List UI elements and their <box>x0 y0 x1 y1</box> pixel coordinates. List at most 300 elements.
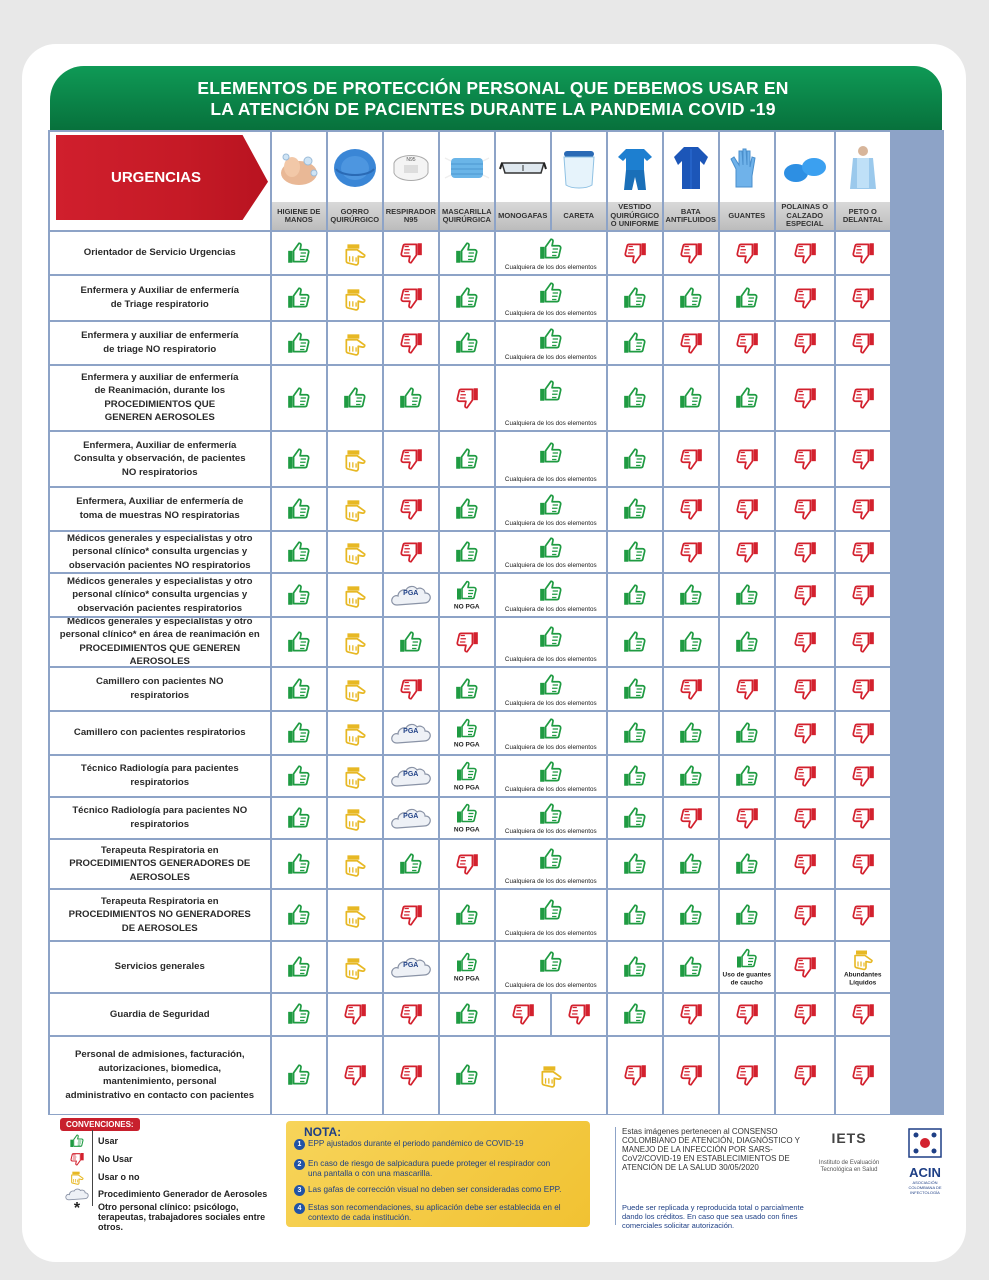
span-note: Cualquiera de los dos elementos <box>504 656 597 663</box>
thumbs-down-icon <box>398 539 424 565</box>
merged-cell <box>496 840 607 889</box>
thumbs-sideways-icon <box>342 902 368 928</box>
thumbs-down-icon <box>734 496 760 522</box>
thumbs-sideways-icon <box>342 805 368 831</box>
row-label-line: PROCEDIMIENTOS NO GENERADORES <box>68 909 251 920</box>
row-label-line: Enfermera y auxiliar de enfermería <box>81 371 239 383</box>
thumbs-down-icon <box>342 1062 368 1088</box>
table-cell <box>836 366 891 431</box>
goggles-icon <box>496 132 551 204</box>
acin-logo <box>900 1128 950 1195</box>
table-cell <box>608 756 663 797</box>
thumbs-up-icon <box>286 1062 312 1088</box>
thumbs-up-icon <box>538 578 564 604</box>
row-label-line: Orientador de Servicio Urgencias <box>83 247 236 258</box>
table-cell <box>608 668 663 711</box>
table-cell <box>720 668 775 711</box>
thumbs-down-icon <box>792 720 818 746</box>
table-cell <box>664 432 719 487</box>
table-cell <box>328 618 383 667</box>
thumbs-down-icon <box>454 851 480 877</box>
row-label-line: PROCEDIMIENTOS GENERADORES DE <box>69 858 251 869</box>
row-label <box>50 840 271 889</box>
thumbs-up-icon <box>286 629 312 655</box>
legend-no-usar-label: No Usar <box>98 1154 133 1164</box>
table-cell <box>720 840 775 889</box>
thumbs-up-icon <box>398 851 424 877</box>
table-cell <box>776 532 835 573</box>
thumbs-down-icon <box>454 629 480 655</box>
table-cell <box>776 756 835 797</box>
table-cell <box>664 574 719 617</box>
table-cell <box>836 798 891 839</box>
thumbs-sideways-icon <box>538 1062 564 1088</box>
table-cell <box>272 756 327 797</box>
thumbs-up-icon <box>622 676 648 702</box>
thumbs-sideways-icon <box>342 763 368 789</box>
thumbs-up-icon <box>454 240 480 266</box>
column-header <box>496 132 551 231</box>
legend-usar-o-no-label: Usar o no <box>98 1172 140 1182</box>
table-cell <box>776 840 835 889</box>
thumbs-up-icon <box>286 676 312 702</box>
table-cell <box>664 756 719 797</box>
cell-note: NO PGA <box>453 784 480 792</box>
table-cell <box>272 322 327 365</box>
table-cell <box>440 712 495 755</box>
table-cell <box>664 322 719 365</box>
merged-cell <box>496 276 607 321</box>
thumbs-up-icon <box>286 954 312 980</box>
thumbs-up-icon <box>538 846 564 872</box>
table-cell <box>836 1037 891 1115</box>
table-cell <box>836 488 891 531</box>
thumbs-up-icon <box>342 385 368 411</box>
row-label-line: de Triage respiratorio <box>110 298 209 310</box>
table-cell <box>776 798 835 839</box>
table-cell <box>664 366 719 431</box>
table-cell <box>664 890 719 941</box>
table-cell <box>272 232 327 275</box>
thumbs-down-icon <box>678 676 704 702</box>
row-label <box>50 942 271 993</box>
nota-item-1: 1 EPP ajustados durante el periodo pandémico de COVID-19 <box>294 1139 584 1150</box>
merged-cell <box>496 1037 607 1115</box>
thumbs-down-icon <box>342 1001 368 1027</box>
table-cell <box>440 488 495 531</box>
thumbs-down-icon <box>398 1062 424 1088</box>
table-cell <box>720 366 775 431</box>
thumbs-up-icon <box>286 1001 312 1027</box>
thumbs-up-icon <box>286 805 312 831</box>
table-cell <box>384 756 439 797</box>
thumbs-up-icon <box>538 440 564 466</box>
thumbs-sideways-icon <box>342 240 368 266</box>
table-cell <box>608 488 663 531</box>
table-cell <box>776 668 835 711</box>
table-cell <box>384 532 439 573</box>
table-cell <box>720 890 775 941</box>
thumbs-down-icon <box>850 1001 876 1027</box>
table-cell <box>384 798 439 839</box>
thumbs-down-icon <box>734 805 760 831</box>
thumbs-up-icon <box>286 330 312 356</box>
row-label-line: toma de muestras NO respiratorias <box>79 509 240 521</box>
column-header-label: POLAINAS O CALZADO ESPECIAL <box>776 202 835 230</box>
thumbs-down-icon <box>792 385 818 411</box>
table-cell <box>496 994 551 1036</box>
thumbs-up-icon <box>286 582 312 608</box>
table-cell <box>384 840 439 889</box>
table-cell <box>440 942 495 993</box>
thumbs-up-icon <box>622 720 648 746</box>
thumbs-down-icon <box>850 539 876 565</box>
row-label-line: Guardia de Seguridad <box>109 1008 210 1020</box>
poster-title <box>90 78 896 120</box>
table-cell <box>608 890 663 941</box>
title-line-1: ELEMENTOS DE PROTECCIÓN PERSONAL QUE DEBEMOS USAR EN <box>197 78 789 98</box>
thumbs-sideways-icon <box>342 954 368 980</box>
table-cell <box>272 574 327 617</box>
legend-pga-label: Procedimiento Generador de Aerosoles <box>98 1189 268 1199</box>
cell-note: NO PGA <box>453 741 480 749</box>
row-label <box>50 488 271 531</box>
row-label <box>50 994 271 1036</box>
merged-cell <box>496 574 607 617</box>
span-note: Cualquiera de los dos elementos <box>504 310 597 317</box>
thumbs-up-icon <box>454 676 480 702</box>
table-cell <box>720 712 775 755</box>
table-cell <box>836 322 891 365</box>
table-cell <box>384 432 439 487</box>
thumbs-down-icon <box>398 902 424 928</box>
column-header-label: MASCARILLA QUIRÚRGICA <box>440 202 495 230</box>
table-cell <box>608 942 663 993</box>
thumbs-down-icon <box>734 330 760 356</box>
column-header <box>440 132 495 231</box>
thumbs-down-icon <box>678 240 704 266</box>
thumbs-up-icon <box>440 578 494 611</box>
table-cell <box>328 756 383 797</box>
thumbs-down-icon <box>792 763 818 789</box>
table-cell <box>272 366 327 431</box>
table-cell <box>384 574 439 617</box>
table-cell <box>776 994 835 1036</box>
column-header <box>384 132 439 231</box>
merged-cell <box>496 942 607 993</box>
thumbs-up-icon <box>734 629 760 655</box>
legend-otro-label: Otro personal clínico: psicólogo, terapeutas, trabajadores sociales entre otros. <box>98 1202 266 1232</box>
thumbs-up-icon <box>734 720 760 746</box>
thumbs-down-icon <box>850 496 876 522</box>
shoe-covers-icon <box>776 132 835 204</box>
table-cell <box>836 574 891 617</box>
table-cell <box>440 618 495 667</box>
table-cell <box>328 532 383 573</box>
thumbs-down-icon <box>850 763 876 789</box>
row-label-line: Camillero con pacientes respiratorios <box>73 727 246 738</box>
n95-respirator-icon <box>384 132 439 204</box>
table-cell <box>608 432 663 487</box>
merged-cell <box>496 712 607 755</box>
iets-logo <box>806 1130 892 1174</box>
thumbs-up-icon <box>538 535 564 561</box>
thumbs-up-icon <box>678 385 704 411</box>
row-label-line: Técnico Radiología para pacientes NO <box>72 805 248 817</box>
thumbs-up-icon <box>678 763 704 789</box>
thumbs-up-icon <box>734 582 760 608</box>
thumbs-up-icon <box>622 285 648 311</box>
row-label-line: personal clínico* consulta urgencias y <box>72 589 248 600</box>
column-header-label: GUANTES <box>720 202 775 230</box>
iets-name: Instituto de Evaluación Tecnológica en Salud <box>818 1160 880 1173</box>
row-label-line: personal clínico* en área de reanimación en <box>59 629 260 641</box>
row-label <box>50 712 271 755</box>
thumbs-sideways-icon <box>342 676 368 702</box>
column-header <box>836 132 891 231</box>
thumbs-down-icon <box>792 285 818 311</box>
acin-logo-text: ACIN <box>909 1165 941 1180</box>
row-label <box>50 668 271 711</box>
scrubs-icon <box>608 132 663 204</box>
thumbs-up-icon <box>734 763 760 789</box>
legend <box>48 1118 280 1230</box>
thumbs-up-icon <box>678 902 704 928</box>
table-cell <box>384 994 439 1036</box>
column-header <box>328 132 383 231</box>
table-cell <box>776 1037 835 1115</box>
table-cell <box>720 532 775 573</box>
span-note: Cualquiera de los dos elementos <box>504 476 597 483</box>
table-cell <box>328 840 383 889</box>
thumbs-down-icon <box>734 240 760 266</box>
table-cell <box>328 1037 383 1115</box>
table-cell <box>440 890 495 941</box>
thumbs-up-icon <box>440 716 494 749</box>
span-note: Cualquiera de los dos elementos <box>504 264 597 271</box>
table-cell <box>608 994 663 1036</box>
row-label <box>50 322 271 365</box>
table-cell <box>328 276 383 321</box>
table-cell <box>608 532 663 573</box>
table-cell <box>720 942 775 993</box>
table-cell <box>384 276 439 321</box>
column-header <box>272 132 327 231</box>
pga-cloud-icon: PGA <box>389 764 433 788</box>
table-cell <box>440 432 495 487</box>
thumbs-down-icon <box>850 240 876 266</box>
nota-title: NOTA: <box>304 1125 342 1139</box>
row-label-line: AEROSOLES <box>129 871 190 883</box>
merged-cell <box>496 668 607 711</box>
pga-cloud-icon: PGA <box>389 721 433 745</box>
gown-icon <box>664 132 719 204</box>
span-note: Cualquiera de los dos elementos <box>504 828 597 835</box>
thumbs-down-icon <box>510 1001 536 1027</box>
table-cell <box>836 432 891 487</box>
iets-logo-text: IETS <box>831 1130 867 1146</box>
thumbs-up-icon <box>538 378 564 404</box>
thumbs-up-icon <box>538 326 564 352</box>
thumbs-up-icon <box>286 446 312 472</box>
surgical-cap-icon <box>328 132 383 204</box>
merged-cell <box>496 798 607 839</box>
row-label-line: Médicos generales y especialistas y otro <box>66 617 253 627</box>
thumbs-down-icon <box>792 676 818 702</box>
column-header-label: VESTIDO QUIRÚRGICO O UNIFORME <box>608 202 663 230</box>
thumbs-down-icon <box>850 851 876 877</box>
row-label-line: mantenimiento, personal <box>102 1076 217 1088</box>
row-label-line: administrativo en contacto con pacientes <box>65 1089 255 1101</box>
column-header <box>608 132 663 231</box>
thumbs-down-icon <box>792 582 818 608</box>
thumbs-down-icon <box>792 902 818 928</box>
thumbs-up-icon <box>622 330 648 356</box>
table-cell <box>440 1037 495 1115</box>
thumbs-up-icon <box>678 582 704 608</box>
cell-note: NO PGA <box>453 975 480 983</box>
legend-usar-o-no <box>62 1169 140 1185</box>
span-note: Cualquiera de los dos elementos <box>504 606 597 613</box>
column-header-label: CARETA <box>552 202 607 230</box>
row-label-line: de Reanimación, durante los <box>94 385 226 397</box>
table-cell <box>664 712 719 755</box>
table-cell <box>384 618 439 667</box>
thumbs-up-icon <box>734 902 760 928</box>
section-header <box>48 130 273 230</box>
column-header <box>776 132 835 231</box>
thumbs-down-icon <box>398 330 424 356</box>
thumbs-up-icon <box>622 763 648 789</box>
table-cell <box>384 322 439 365</box>
thumbs-down-icon <box>792 539 818 565</box>
pga-cloud-icon: PGA <box>389 806 433 830</box>
thumbs-up-icon <box>286 285 312 311</box>
column-header-label: GORRO QUIRÚRGICO <box>328 202 383 230</box>
thumbs-up-icon <box>538 624 564 650</box>
table-cell <box>664 618 719 667</box>
thumbs-down-icon <box>792 330 818 356</box>
thumbs-down-icon <box>850 805 876 831</box>
thumbs-up-icon <box>454 1001 480 1027</box>
table-cell <box>836 668 891 711</box>
table-cell <box>272 890 327 941</box>
table-cell <box>440 532 495 573</box>
span-note: Cualquiera de los dos elementos <box>504 786 597 793</box>
thumbs-down-icon <box>792 240 818 266</box>
table-cell <box>720 756 775 797</box>
thumbs-down-icon <box>850 902 876 928</box>
table-cell <box>608 1037 663 1115</box>
merged-cell <box>496 532 607 573</box>
thumbs-down-icon <box>850 720 876 746</box>
table-cell <box>664 942 719 993</box>
thumbs-up-icon <box>622 954 648 980</box>
thumbs-up-icon <box>286 902 312 928</box>
thumbs-down-icon <box>398 446 424 472</box>
merged-cell <box>496 890 607 941</box>
row-label-line: Médicos generales y especialistas y otro <box>66 532 253 544</box>
thumbs-down-icon <box>678 805 704 831</box>
thumbs-down-icon <box>62 1151 92 1167</box>
table-cell <box>272 1037 327 1115</box>
thumbs-sideways-icon <box>342 582 368 608</box>
nota-item-3: 3 Las gafas de corrección visual no deben ser consideradas como EPP. <box>294 1185 584 1196</box>
thumbs-down-icon <box>398 285 424 311</box>
thumbs-up-icon <box>538 949 564 975</box>
nota-item-2: 2 En caso de riesgo de salpicadura puede proteger el respirador con una pantalla o con una mascarilla. <box>294 1159 564 1178</box>
table-cell <box>836 942 891 993</box>
thumbs-up-icon <box>286 385 312 411</box>
table-cell <box>720 232 775 275</box>
table-cell <box>384 942 439 993</box>
thumbs-down-icon <box>850 285 876 311</box>
table-cell <box>776 618 835 667</box>
table-cell <box>384 712 439 755</box>
thumbs-up-icon <box>454 496 480 522</box>
table-cell <box>328 232 383 275</box>
row-label-line: Enfermera, Auxiliar de enfermería de <box>76 496 244 508</box>
apron-icon <box>836 132 891 204</box>
thumbs-down-icon <box>454 385 480 411</box>
thumbs-up-icon <box>286 240 312 266</box>
thumbs-down-icon <box>792 446 818 472</box>
thumbs-sideways-icon <box>342 496 368 522</box>
thumbs-sideways-icon <box>342 446 368 472</box>
span-note: Cualquiera de los dos elementos <box>504 878 597 885</box>
thumbs-sideways-icon <box>836 946 890 987</box>
table-cell <box>608 574 663 617</box>
table-cell <box>272 994 327 1036</box>
thumbs-down-icon <box>734 539 760 565</box>
row-label-line: de triage NO respiratorio <box>103 343 217 355</box>
column-header <box>720 132 775 231</box>
table-cell <box>440 994 495 1036</box>
section-label: URGENCIAS <box>110 169 201 186</box>
surgical-mask-icon <box>440 132 495 204</box>
row-label-line: NO respiratorios <box>121 466 198 478</box>
table-cell <box>664 840 719 889</box>
table-cell <box>440 232 495 275</box>
table-cell <box>272 798 327 839</box>
thumbs-up-icon <box>538 672 564 698</box>
table-cell <box>664 798 719 839</box>
thumbs-up-icon <box>678 954 704 980</box>
thumbs-up-icon <box>622 1001 648 1027</box>
thumbs-up-icon <box>62 1133 92 1149</box>
table-cell <box>776 322 835 365</box>
cell-note: Abundantes Líquidos <box>843 971 882 987</box>
table-cell <box>384 232 439 275</box>
table-cell <box>836 276 891 321</box>
thumbs-down-icon <box>566 1001 592 1027</box>
column-header-label: HIGIENE DE MANOS <box>272 202 327 230</box>
table-cell <box>720 618 775 667</box>
thumbs-down-icon <box>792 629 818 655</box>
merged-cell <box>496 432 607 487</box>
thumbs-down-icon <box>678 539 704 565</box>
table-cell <box>608 840 663 889</box>
thumbs-up-icon <box>398 629 424 655</box>
row-label <box>50 890 271 941</box>
merged-cell <box>496 488 607 531</box>
table-cell <box>776 366 835 431</box>
thumbs-up-icon <box>440 759 494 792</box>
thumbs-down-icon <box>398 676 424 702</box>
table-cell <box>776 890 835 941</box>
thumbs-up-icon <box>734 851 760 877</box>
thumbs-down-icon <box>734 676 760 702</box>
